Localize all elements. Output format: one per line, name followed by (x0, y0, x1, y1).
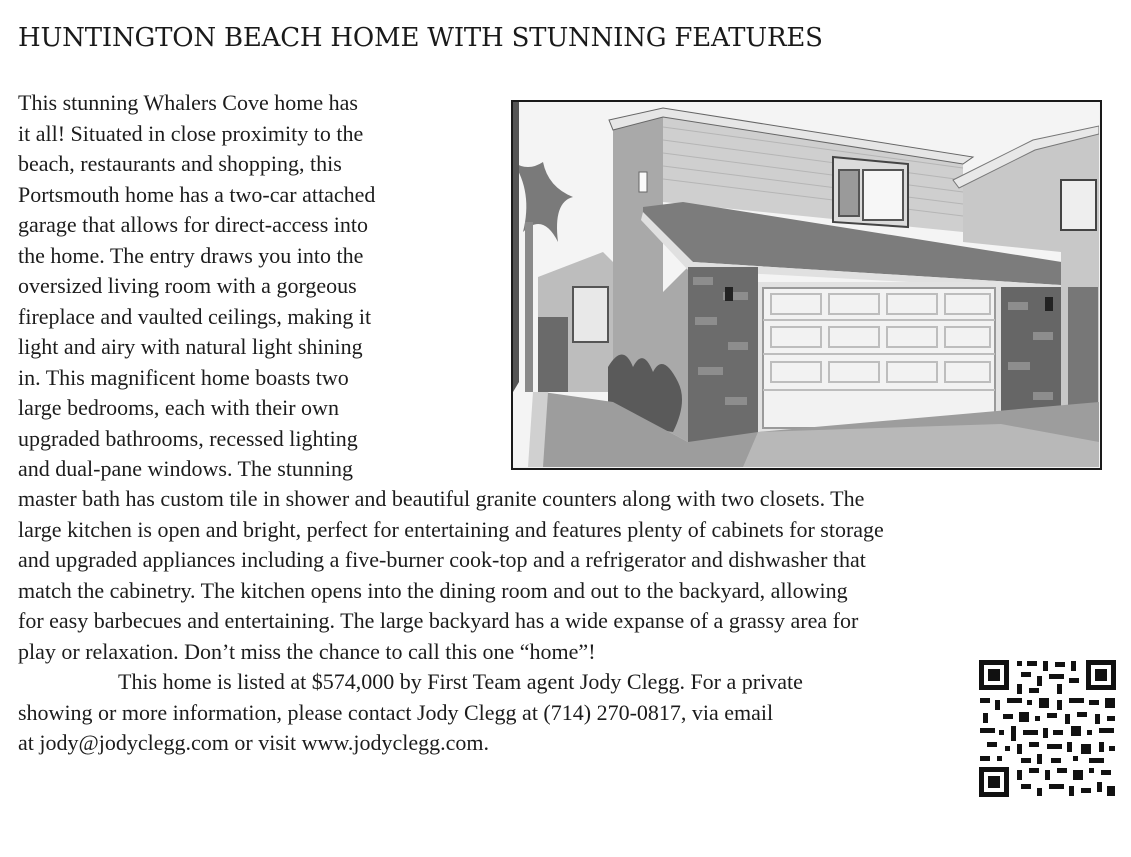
body-line: play or relaxation. Don’t miss the chance to call this one “home”! (18, 638, 596, 664)
contact-line: This home is listed at $574,000 by First Team agent Jody Clegg. For a private (118, 669, 803, 694)
body-line: This stunning Whalers Cove home has (18, 90, 358, 115)
contact-line: showing or more information, please contact Jody Clegg at (714) 270-0817, via email (18, 699, 774, 725)
body-line: in. This magnificent home boasts two (18, 364, 349, 390)
full-width-text (18, 484, 1118, 667)
body-line: large bedrooms, each with their own (18, 395, 339, 420)
body-line: oversized living room with a gorgeous (18, 273, 357, 298)
body-line: Portsmouth home has a two-car attached (18, 181, 376, 207)
body-line: match the cabinetry. The kitchen opens into the dining room and out to the backyard, allowing (18, 577, 848, 603)
body-line: light and airy with natural light shining (18, 334, 363, 359)
body-line: the home. The entry draws you into the (18, 242, 364, 268)
body-line: it all! Situated in close proximity to the (18, 120, 364, 146)
house-photo (511, 100, 1102, 470)
body-line: and dual-pane windows. The stunning (18, 456, 354, 481)
body-line: garage that allows for direct-access into (18, 212, 369, 237)
contact-line: at jody@jodyclegg.com or visit www.jodyclegg.com. (18, 730, 489, 755)
body-line: fireplace and vaulted ceilings, making it (18, 303, 372, 329)
wrapped-text-column (18, 88, 498, 485)
body-line: for easy barbecues and entertaining. The large backyard has a wide expanse of a grassy area for (18, 608, 859, 633)
body-line: master bath has custom tile in shower and beautiful granite counters along with two closets. The (18, 486, 865, 511)
qr-code (977, 658, 1118, 799)
body-line: large kitchen is open and bright, perfect for entertaining and features plenty of cabinets for storage (18, 516, 884, 542)
article-headline: HUNTINGTON BEACH HOME WITH STUNNING FEATURES (18, 23, 823, 53)
body-line: and upgraded appliances including a five-burner cook-top and a refrigerator and dishwasher that (18, 547, 866, 572)
body-line: beach, restaurants and shopping, this (18, 151, 342, 176)
listing-contact-paragraph (18, 667, 978, 759)
body-line: upgraded bathrooms, recessed lighting (18, 425, 358, 451)
